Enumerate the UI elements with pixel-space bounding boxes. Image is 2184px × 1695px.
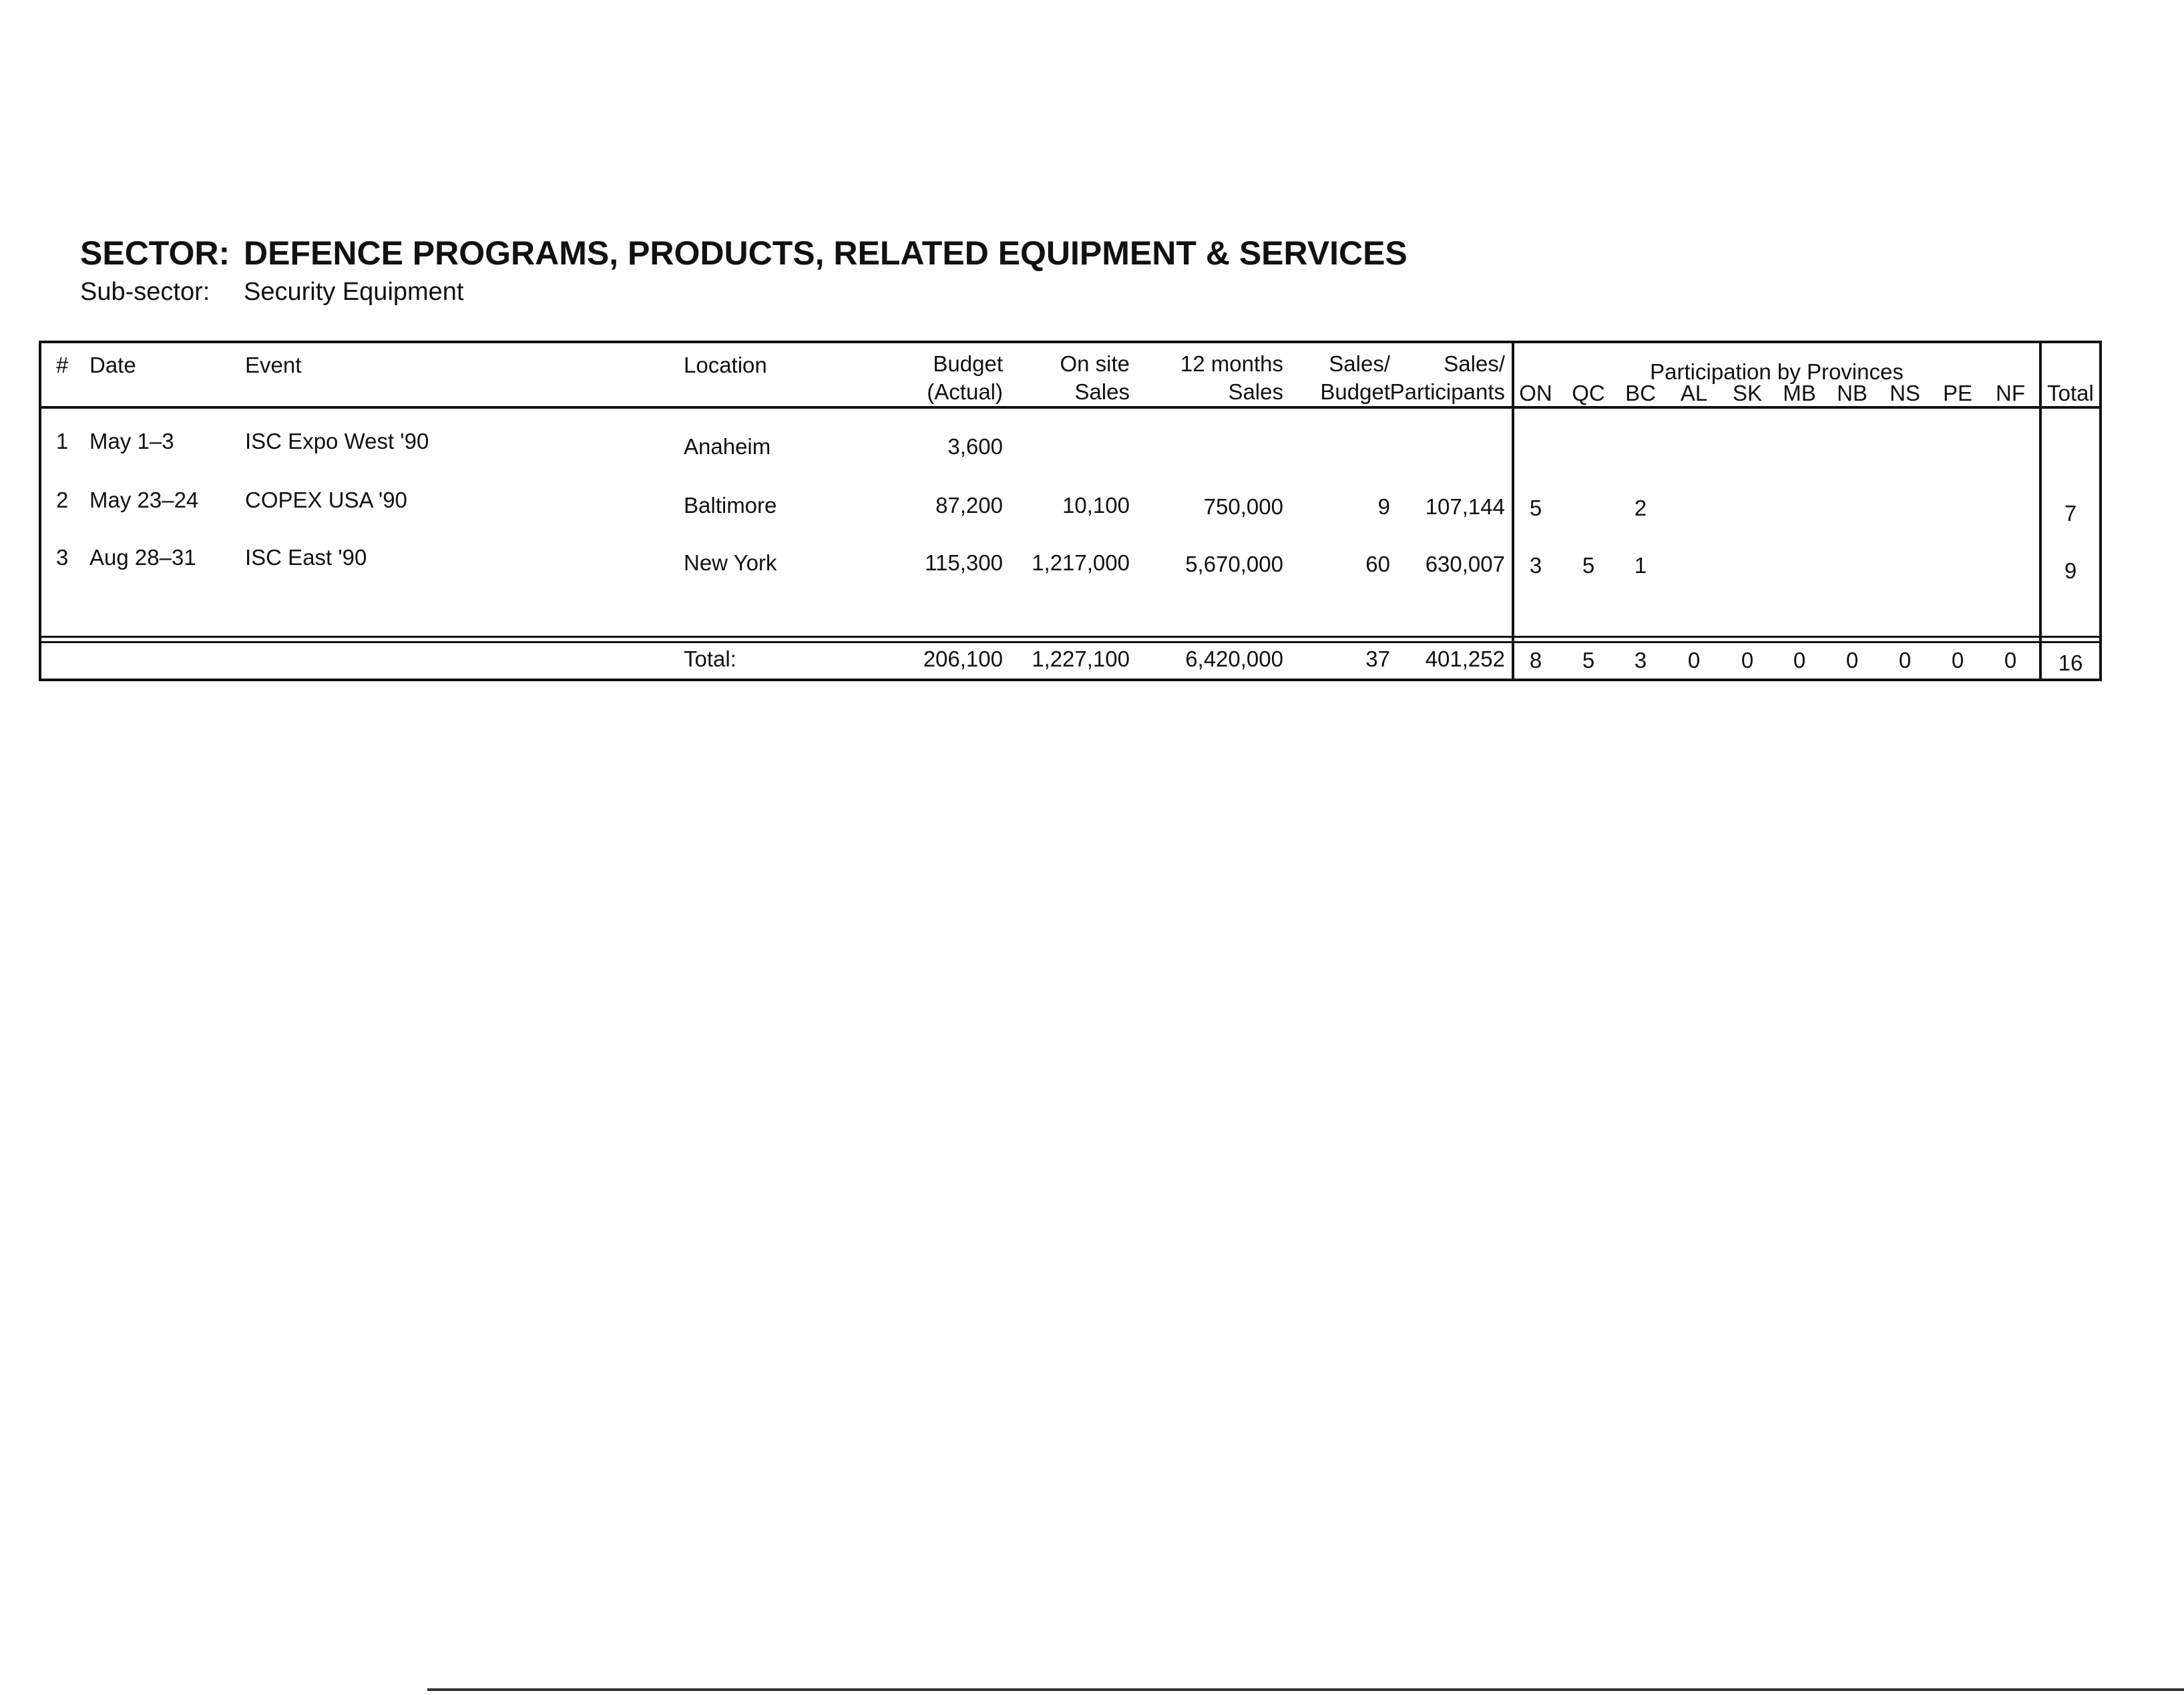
header-date: Date [89, 353, 136, 377]
header-num: # [56, 353, 69, 377]
totals-sales-budget: 37 [1365, 646, 1390, 671]
header-location: Location [684, 353, 767, 377]
row-province-bc: 2 [1634, 496, 1647, 520]
row-num: 3 [56, 545, 69, 570]
row-date: May 23–24 [89, 488, 199, 512]
header-provinces-title: Participation by Provinces [1650, 359, 1904, 384]
document-heading [80, 234, 1407, 307]
row-sales-budget: 9 [1377, 494, 1390, 519]
row-total: 7 [2064, 501, 2077, 526]
sector-value: DEFENCE PROGRAMS, PRODUCTS, RELATED EQUIPMENT & SERVICES [244, 234, 1407, 272]
row-budget: 115,300 [925, 550, 1003, 575]
header-province-nf: NF [1996, 381, 2025, 405]
header-rule [41, 406, 2099, 409]
totals-province-al: 0 [1687, 648, 1701, 673]
row-location: Anaheim [684, 434, 771, 459]
subsector-label: Sub-sector: [80, 278, 210, 306]
row-sales-budget: 60 [1365, 552, 1390, 576]
row-event: ISC East '90 [245, 545, 367, 570]
header-province-sk: SK [1732, 381, 1763, 405]
totals-province-nf: 0 [2004, 648, 2017, 673]
row-onsite-sales: 10,100 [1062, 493, 1130, 518]
subsector-line [80, 278, 1407, 307]
row-date: Aug 28–31 [89, 545, 196, 570]
header-province-bc: BC [1625, 381, 1656, 405]
page-bottom-rule [427, 1688, 2184, 1691]
total-rule-lower [41, 641, 2099, 643]
totals-province-nb: 0 [1845, 648, 1859, 673]
totals-province-mb: 0 [1793, 648, 1806, 673]
totals-sales-participants: 401,252 [1425, 646, 1505, 671]
totals-total: 16 [2058, 650, 2083, 675]
row-province-on: 5 [1529, 496, 1542, 520]
subsector-value: Security Equipment [244, 278, 464, 306]
row-onsite-sales: 1,217,000 [1032, 550, 1130, 575]
header-province-pe: PE [1942, 381, 1973, 405]
header-sales-budget-1: Sales/ [1329, 351, 1390, 376]
totals-onsite-sales: 1,227,100 [1032, 646, 1130, 671]
header-onsite-1: On site [1060, 351, 1130, 376]
totals-province-qc: 5 [1582, 648, 1595, 673]
header-budget-1: Budget [933, 351, 1003, 376]
row-budget: 3,600 [947, 434, 1003, 459]
row-event: ISC Expo West '90 [245, 429, 429, 453]
events-table [39, 341, 2102, 681]
totals-12-month-sales: 6,420,000 [1185, 646, 1283, 671]
totals-budget: 206,100 [923, 646, 1003, 671]
header-total: Total [2047, 381, 2094, 405]
row-sales-participants: 107,144 [1425, 494, 1505, 519]
row-province-qc: 5 [1582, 553, 1595, 578]
row-12-month-sales: 750,000 [1203, 494, 1283, 519]
total-rule-upper [41, 636, 2099, 638]
totals-province-pe: 0 [1951, 648, 1964, 673]
header-months-2: Sales [1228, 379, 1283, 404]
sector-line [80, 234, 1407, 272]
header-budget-2: (Actual) [927, 379, 1003, 404]
header-sales-part-1: Sales/ [1444, 351, 1505, 376]
row-12-month-sales: 5,670,000 [1185, 552, 1283, 576]
header-province-mb: MB [1783, 381, 1816, 405]
totals-label: Total: [684, 646, 736, 671]
sector-label: SECTOR: [80, 234, 230, 272]
row-date: May 1–3 [89, 429, 174, 453]
header-months-1: 12 months [1180, 351, 1283, 376]
totals-province-on: 8 [1529, 648, 1542, 673]
header-onsite-2: Sales [1074, 379, 1130, 404]
row-sales-participants: 630,007 [1425, 552, 1505, 576]
header-province-ns: NS [1890, 381, 1920, 405]
totals-province-ns: 0 [1898, 648, 1912, 673]
row-total: 9 [2064, 558, 2077, 583]
row-province-on: 3 [1529, 553, 1542, 578]
row-budget: 87,200 [935, 493, 1003, 518]
row-event: COPEX USA '90 [245, 488, 407, 512]
row-num: 1 [56, 429, 69, 453]
row-num: 2 [56, 488, 69, 512]
header-province-qc: QC [1572, 381, 1605, 405]
header-sales-part-2: Participants [1389, 379, 1505, 404]
header-province-nb: NB [1837, 381, 1868, 405]
totals-province-bc: 3 [1634, 648, 1647, 673]
header-sales-budget-2: Budget [1320, 379, 1390, 404]
totals-province-sk: 0 [1741, 648, 1754, 673]
row-location: Baltimore [684, 493, 777, 518]
header-event: Event [245, 353, 302, 377]
row-location: New York [684, 550, 777, 575]
header-province-on: ON [1519, 381, 1552, 405]
header-province-al: AL [1680, 381, 1708, 405]
row-province-bc: 1 [1634, 553, 1647, 578]
